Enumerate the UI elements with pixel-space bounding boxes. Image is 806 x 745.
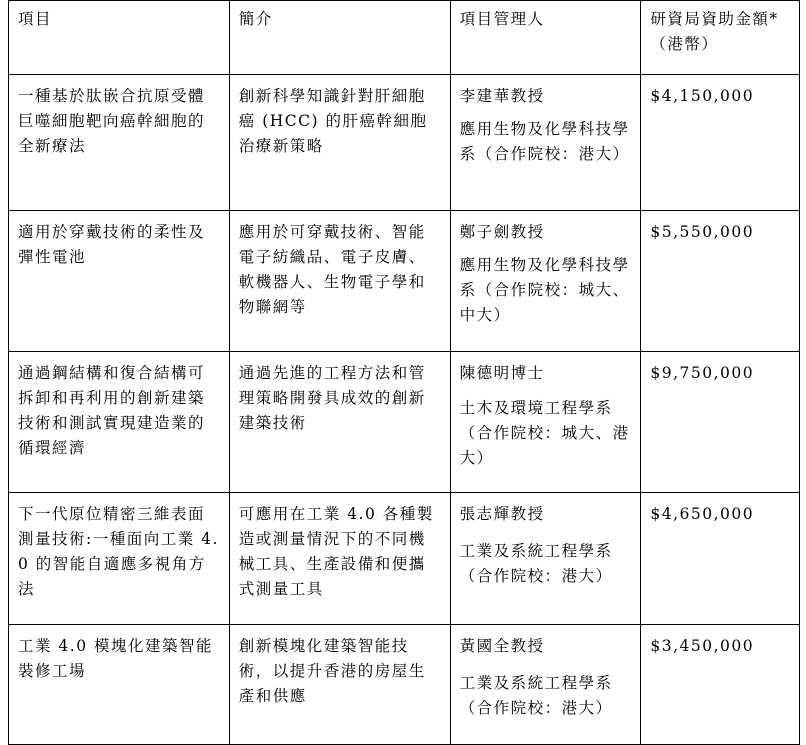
manager-name: 李建華教授: [459, 87, 545, 105]
table-row: [9, 211, 800, 352]
table-header-row: [9, 1, 800, 75]
header-summary: 簡介: [229, 1, 450, 75]
funding-table: [8, 0, 800, 745]
header-amount: 研資局資助金額*（港幣）: [641, 1, 800, 75]
manager-cell: [450, 625, 641, 745]
manager-name: 張志輝教授: [459, 505, 545, 523]
manager-cell: [450, 493, 641, 625]
project-cell: 通過鋼結構和復合結構可拆卸和再利用的創新建築技術和測試實現建造業的循環經濟: [9, 352, 230, 493]
manager-cell: [450, 211, 641, 352]
summary-cell: 通過先進的工程方法和管理策略開發具成效的創新建築技術: [229, 352, 450, 493]
project-cell: 工業 4.0 模塊化建築智能裝修工場: [9, 625, 230, 745]
manager-cell: [450, 352, 641, 493]
table-row: [9, 352, 800, 493]
project-cell: 下一代原位精密三維表面測量技術:一種面向工業 4.0 的智能自適應多視角方法: [9, 493, 230, 625]
project-cell: 適用於穿戴技術的柔性及彈性電池: [9, 211, 230, 352]
table-row: [9, 625, 800, 745]
header-project: 項目: [9, 1, 230, 75]
table-row: [9, 75, 800, 211]
table-row: [9, 493, 800, 625]
summary-cell: 可應用在工業 4.0 各種製造或測量情況下的不同機械工具、生產設備和便攜式測量工具: [229, 493, 450, 625]
amount-cell: $4,150,000: [641, 75, 800, 211]
amount-cell: $3,450,000: [641, 625, 800, 745]
manager-department: 工業及系統工程學系（合作院校：港大）: [459, 542, 613, 585]
manager-department: 土木及環境工程學系（合作院校：城大、港大）: [459, 399, 630, 467]
amount-cell: $5,550,000: [641, 211, 800, 352]
amount-cell: $9,750,000: [641, 352, 800, 493]
amount-cell: $4,650,000: [641, 493, 800, 625]
manager-name: 黃國全教授: [459, 637, 545, 655]
manager-name: 陳德明博士: [459, 364, 545, 382]
project-cell: 一種基於肽嵌合抗原受體巨噬細胞靶向癌幹細胞的全新療法: [9, 75, 230, 211]
header-manager: 項目管理人: [450, 1, 641, 75]
summary-cell: 應用於可穿戴技術、智能電子紡織品、電子皮膚、軟機器人、生物電子學和物聯網等: [229, 211, 450, 352]
manager-name: 鄭子劍教授: [459, 223, 545, 241]
summary-cell: 創新模塊化建築智能技術，以提升香港的房屋生產和供應: [229, 625, 450, 745]
manager-cell: [450, 75, 641, 211]
manager-department: 應用生物及化學科技學系（合作院校：城大、中大）: [459, 256, 630, 324]
summary-cell: 創新科學知識針對肝細胞癌 (HCC) 的肝癌幹細胞治療新策略: [229, 75, 450, 211]
manager-department: 應用生物及化學科技學系（合作院校：港大）: [459, 120, 630, 163]
manager-department: 工業及系統工程學系（合作院校：港大）: [459, 674, 613, 717]
